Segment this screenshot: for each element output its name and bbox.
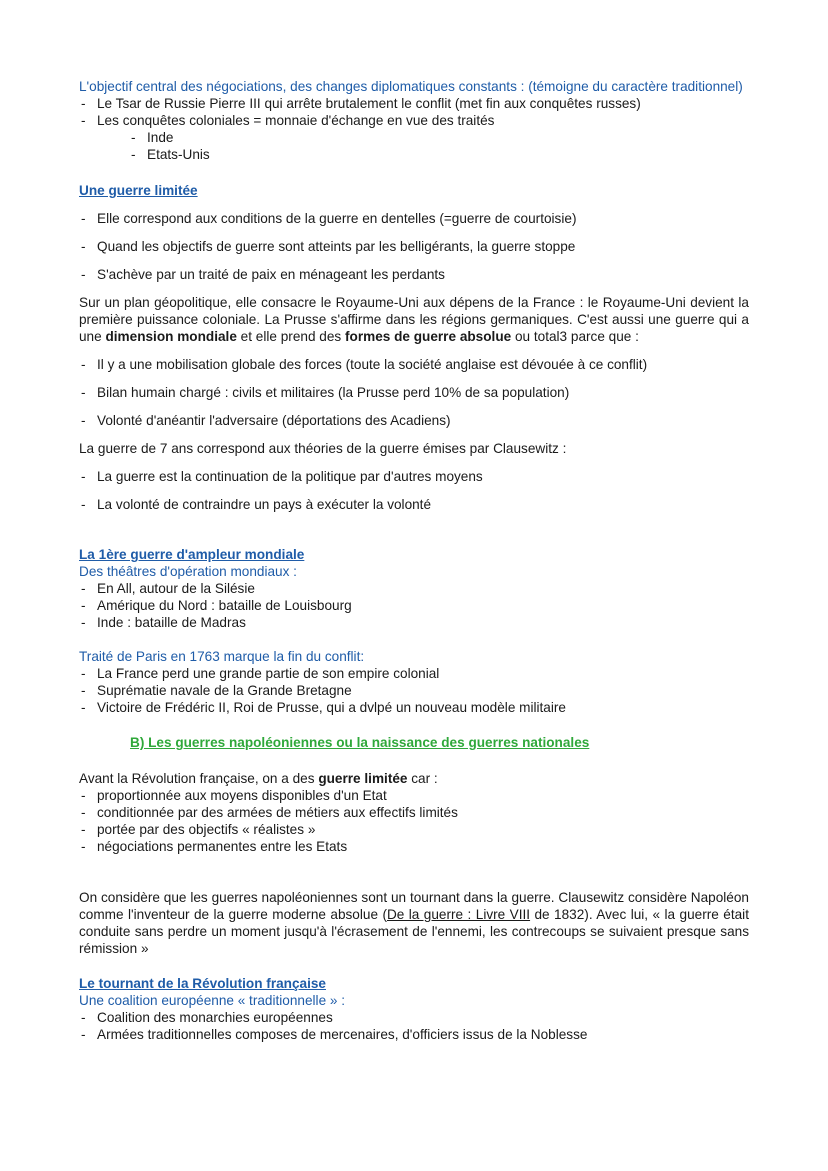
- intro-sublist: [79, 129, 749, 163]
- section-b-title: B) Les guerres napoléoniennes ou la naissance des guerres nationales: [130, 735, 590, 750]
- section-b-list: [79, 787, 749, 855]
- list-item: - proportionnée aux moyens disponibles d'un Etat: [79, 787, 749, 804]
- treaty-line: Traité de Paris en 1763 marque la fin du conflit:: [79, 649, 365, 664]
- list-item: - La volonté de contraindre un pays à exécuter la volonté: [79, 496, 749, 513]
- list-item: - Bilan humain chargé : civils et militaires (la Prusse perd 10% de sa population): [79, 384, 749, 401]
- list-item: - Les conquêtes coloniales = monnaie d'échange en vue des traités: [79, 112, 749, 129]
- list-item: - Quand les objectifs de guerre sont atteints par les belligérants, la guerre stoppe: [79, 238, 749, 255]
- list-item: - Amérique du Nord : bataille de Louisbourg: [79, 597, 749, 614]
- list-item: - Il y a une mobilisation globale des forces (toute la société anglaise est dévouée à ce conflit): [79, 356, 749, 373]
- list-item: - Etats-Unis: [79, 146, 749, 163]
- total-war-list: [79, 356, 749, 429]
- heading-limited-war: Une guerre limitée: [79, 183, 198, 198]
- geopolitics-paragraph: Sur un plan géopolitique, elle consacre le Royaume-Uni aux dépens de la France : le Royaume-Uni devient la première puissance coloniale. La Prusse s'affirme dans les régions germaniques. C'est aussi une guerre qui a une dimension mondiale et elle prend des formes de guerre absolue ou total3 parce que :: [79, 295, 749, 344]
- limited-list: [79, 210, 749, 283]
- revolution-subheading: Une coalition européenne « traditionnelle » :: [79, 993, 346, 1008]
- list-item: - Inde: [79, 129, 749, 146]
- list-item: - En All, autour de la Silésie: [79, 580, 749, 597]
- list-item: - Coalition des monarchies européennes: [79, 1009, 749, 1026]
- world-list: [79, 580, 749, 631]
- heading-revolution: Le tournant de la Révolution française: [79, 976, 326, 991]
- world-subheading: Des théâtres d'opération mondiaux :: [79, 564, 297, 579]
- clausewitz-list: [79, 468, 749, 513]
- heading-world-war: La 1ère guerre d'ampleur mondiale: [79, 547, 305, 562]
- list-item: - Elle correspond aux conditions de la guerre en dentelles (=guerre de courtoisie): [79, 210, 749, 227]
- section-b-lead: Avant la Révolution française, on a des guerre limitée car :: [79, 771, 438, 786]
- napoleon-paragraph: On considère que les guerres napoléoniennes sont un tournant dans la guerre. Clausewitz considère Napoléon comme l'inventeur de la guerre moderne absolue (De la guerre : Livre VIII de 1832). Avec lui, « la guerre était conduite sans perdre un moment jusqu'à l'écrasement de l'ennemi, les contrecoups se suivaient presque sans rémission »: [79, 890, 749, 956]
- list-item: - Armées traditionnelles composes de mercenaires, d'officiers issus de la Noblesse: [79, 1026, 749, 1043]
- list-item: - Victoire de Frédéric II, Roi de Prusse, qui a dvlpé un nouveau modèle militaire: [79, 699, 749, 716]
- list-item: - négociations permanentes entre les Etats: [79, 838, 749, 855]
- list-item: - portée par des objectifs « réalistes »: [79, 821, 749, 838]
- list-item: - La France perd une grande partie de son empire colonial: [79, 665, 749, 682]
- list-item: - Suprématie navale de la Grande Bretagne: [79, 682, 749, 699]
- list-item: - conditionnée par des armées de métiers aux effectifs limités: [79, 804, 749, 821]
- list-item: - Volonté d'anéantir l'adversaire (déportations des Acadiens): [79, 412, 749, 429]
- treaty-list: [79, 665, 749, 716]
- list-item: - Inde : bataille de Madras: [79, 614, 749, 631]
- intro-line: L'objectif central des négociations, des changes diplomatiques constants : (témoigne du caractère traditionnel): [79, 79, 743, 94]
- book-reference: De la guerre : Livre VIII: [386, 907, 531, 922]
- intro-list: [79, 95, 749, 129]
- list-item: - S'achève par un traité de paix en ménageant les perdants: [79, 266, 749, 283]
- list-item: - Le Tsar de Russie Pierre III qui arrête brutalement le conflit (met fin aux conquêtes russes): [79, 95, 749, 112]
- list-item: - La guerre est la continuation de la politique par d'autres moyens: [79, 468, 749, 485]
- clausewitz-line: La guerre de 7 ans correspond aux théories de la guerre émises par Clausewitz :: [79, 441, 567, 456]
- revolution-list: [79, 1009, 749, 1043]
